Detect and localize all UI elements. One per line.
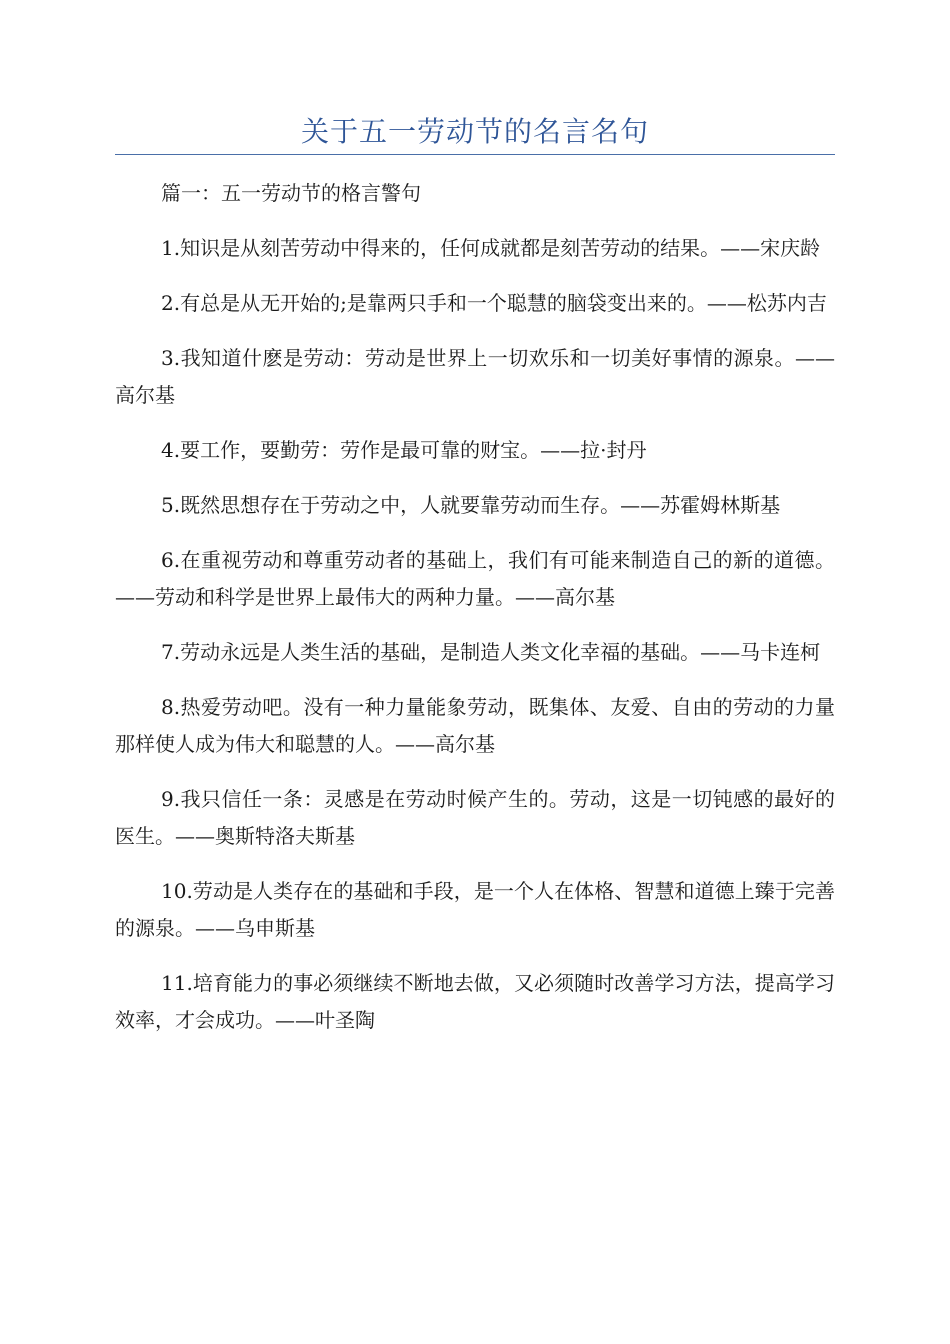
quote-paragraph: 5.既然思想存在于劳动之中，人就要靠劳动而生存。——苏霍姆林斯基 xyxy=(161,493,781,517)
quote-paragraph: 10.劳动是人类存在的基础和手段，是一个人在体格、智慧和道德上臻于完善的源泉。——乌申斯基 xyxy=(115,879,835,940)
quote-paragraph: 8.热爱劳动吧。没有一种力量能象劳动，既集体、友爱、自由的劳动的力量那样使人成为伟大和聪慧的人。——高尔基 xyxy=(115,695,835,756)
quote-paragraph: 7.劳动永远是人类生活的基础，是制造人类文化幸福的基础。——马卡连柯 xyxy=(161,640,821,664)
quote-paragraph: 11.培育能力的事必须继续不断地去做，又必须随时改善学习方法，提高学习效率，才会成功。——叶圣陶 xyxy=(115,971,835,1032)
quote-paragraph: 4.要工作，要勤劳：劳作是最可靠的财宝。——拉·封丹 xyxy=(161,438,647,462)
section-heading: 篇一：五一劳动节的格言警句 xyxy=(161,181,421,205)
quote-paragraph: 2.有总是从无开始的;是靠两只手和一个聪慧的脑袋变出来的。——松苏内吉 xyxy=(161,291,827,315)
quote-paragraph: 6.在重视劳动和尊重劳动者的基础上，我们有可能来制造自己的新的道德。——劳动和科学是世界上最伟大的两种力量。——高尔基 xyxy=(115,548,835,609)
title-underline xyxy=(115,154,835,155)
quote-paragraph: 1.知识是从刻苦劳动中得来的，任何成就都是刻苦劳动的结果。——宋庆龄 xyxy=(161,236,821,260)
document-body xyxy=(115,175,835,1057)
quote-paragraph: 3.我知道什麽是劳动：劳动是世界上一切欢乐和一切美好事情的源泉。——高尔基 xyxy=(115,346,835,407)
quote-paragraph: 9.我只信任一条：灵感是在劳动时候产生的。劳动，这是一切钝感的最好的医生。——奥斯特洛夫斯基 xyxy=(115,787,835,848)
document-title: 关于五一劳动节的名言名句 xyxy=(300,115,649,148)
